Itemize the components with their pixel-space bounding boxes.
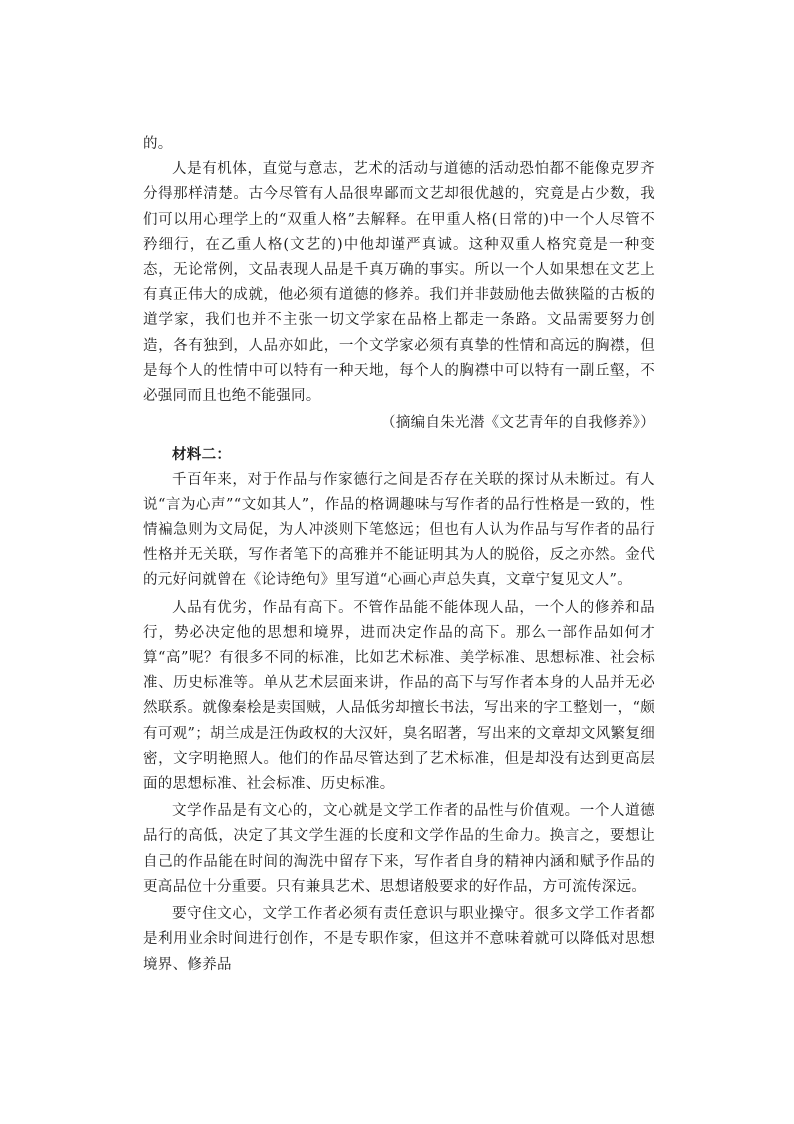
material-two-paragraph-1: 千百年来，对于作品与作家德行之间是否存在关联的探讨从未断过。有人说“言为心声”“文如其人”，作品的格调趣味与写作者的品行性格是一致的，性情褊急则为文局促，为人冲淡则下笔悠远；但也有人认为作品与写作者的品行性格并无关联，写作者笔下的高雅并不能证明其为人的脱俗，反之亦然。金代的元好问就曾在《论诗绝句》里写道“心画心声总失真，文章宁复见文人”。	[143, 471, 655, 589]
material-one-paragraph: 人是有机体，直觉与意志，艺术的活动与道德的活动恐怕都不能像克罗齐分得那样清楚。古今尽管有人品很卑鄙而文艺却很优越的，究竟是占少数，我们可以用心理学上的“双重人格”去解释。在甲重人格(日常的)中一个人尽管不矜细行，在乙重人格(文艺的)中他却谨严真诚。这种双重人格究竟是一种变态，无论常例，文品表现人品是千真万确的事实。所以一个人如果想在文艺上有真正伟大的成就，他必须有道德的修养。我们并非鼓励他去做狭隘的古板的道学家，我们也并不主张一切文学家在品格上都走一条路。文品需要努力创造，各有独到，人品亦如此，一个文学家必须有真挚的性情和高远的胸襟，但是每个人的性情中可以特有一种天地，每个人的胸襟中可以特有一副丘壑，不必强同而且也绝不能强同。	[143, 161, 655, 405]
material-one-source: （摘编自朱光潜《文艺青年的自我修养》）	[381, 415, 655, 432]
material-two-paragraph-2: 人品有优劣，作品有高下。不管作品能不能体现人品，一个人的修养和品行，势必决定他的思想和境界，进而决定作品的高下。那么一部作品如何才算“高”呢？有很多不同的标准，比如艺术标准、美学标准、思想标准、社会标准、历史标准等。单从艺术层面来讲，作品的高下与写作者本身的人品并无必然联系。就像秦桧是卖国贼，人品低劣却擅长书法，写出来的字工整划一，“颇有可观”；胡兰成是汪伪政权的大汉奸，臭名昭著，写出来的文章却文风繁复细密，文字明艳照人。他们的作品尽管达到了艺术标准，但是却没有达到更高层面的思想标准、社会标准、历史标准。	[143, 599, 655, 793]
continued-text: 的。	[143, 136, 173, 152]
material-two-heading: 材料二：	[172, 446, 232, 464]
material-two-paragraph-3: 文学作品是有文心的，文心就是文学工作者的品性与价值观。一个人道德品行的高低，决定了其文学生涯的长度和文学作品的生命力。换言之，要想让自己的作品能在时间的淘洗中留存下来，写作者自身的精神内涵和赋予作品的更高品位十分重要。只有兼具艺术、思想诸般要求的好作品，方可流传深远。	[143, 803, 655, 895]
material-two-paragraph-4: 要守住文心，文学工作者必须有责任意识与职业操守。很多文学工作者都是利用业余时间进行创作，不是专职作家，但这并不意味着就可以降低对思想境界、修养品	[143, 906, 655, 973]
document-page	[143, 132, 655, 978]
